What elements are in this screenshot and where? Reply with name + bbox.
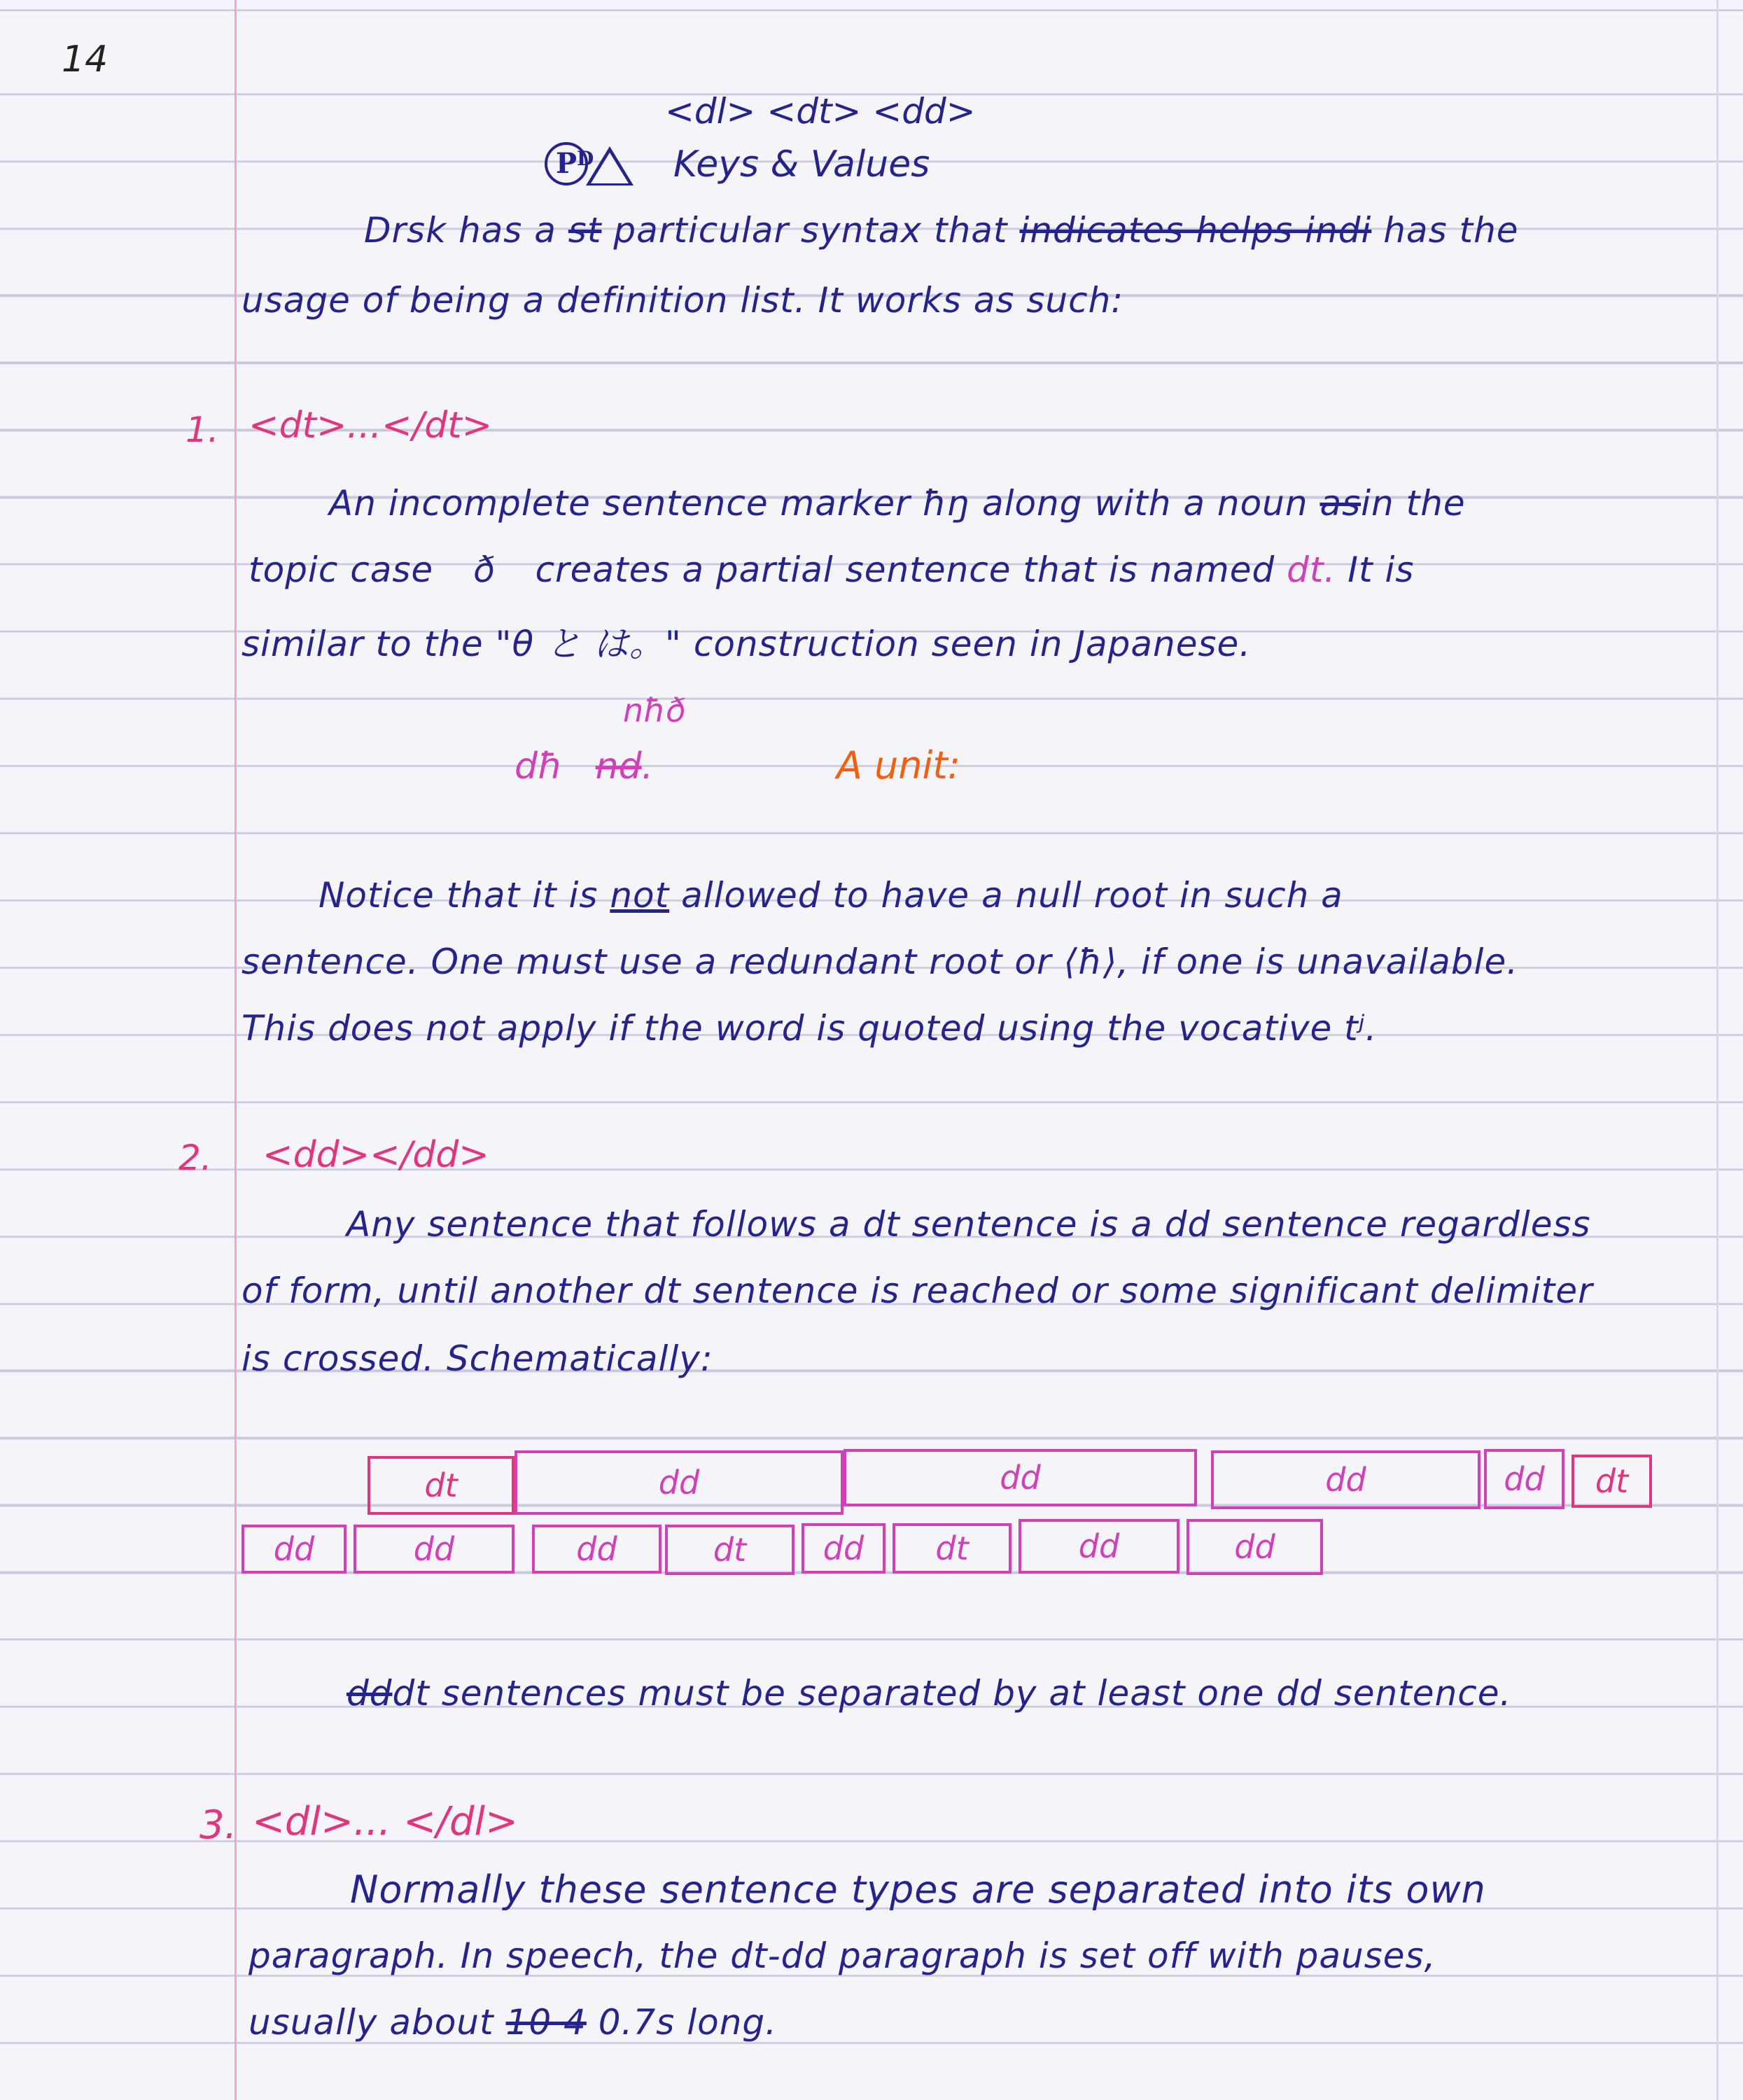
s3-l3-b: 0.7s long. — [598, 2002, 778, 2043]
section-3-line-3 — [248, 2002, 777, 2043]
schematic-box: dd — [1018, 1519, 1180, 1574]
margin-line — [234, 0, 237, 2100]
section-1-tag: <dt>...</dt> — [248, 405, 493, 447]
section-1-line-1 — [329, 483, 1466, 524]
s3-l3-strike: 10 4 — [505, 2002, 587, 2043]
section-1-para2-line-2: sentence. One must use a redundant root or ⟨ħ⟩, if one is unavailable. — [241, 941, 1519, 982]
s1-l2-b: creates a partial sentence that is named — [535, 550, 1275, 590]
s3-l3-a: usually about — [248, 2002, 494, 2043]
intro-line-1 — [364, 210, 1519, 251]
s1-text-a: An incomplete sentence marker — [329, 483, 911, 524]
schematic-box: dd — [532, 1525, 662, 1574]
note-text: dt sentences must be separated by at least one dd sentence. — [392, 1673, 1512, 1714]
section-2-tag: <dd></dd> — [262, 1134, 489, 1176]
s1-l2-c: It is — [1348, 550, 1415, 590]
s1-text-b: along with a noun — [981, 483, 1308, 524]
schematic-box: dd — [1186, 1519, 1323, 1575]
schematic-box: dd — [354, 1525, 514, 1574]
section-3-line-2: paragraph. In speech, the dt-dd paragraph is set off with pauses, — [248, 1935, 1436, 1976]
section-1-para2-line-1 — [318, 875, 1343, 916]
header-title: Keys & Values — [673, 144, 930, 186]
schematic-box: dd — [802, 1523, 886, 1574]
page-edge — [1716, 0, 1718, 2100]
intro-text-a: Drsk has a — [364, 210, 556, 251]
schematic-box: dd — [1484, 1449, 1564, 1509]
intro-line-2: usage of being a definition list. It works as such: — [241, 280, 1124, 321]
p2-a: Notice that it is — [318, 875, 598, 916]
schematic-box: dt — [665, 1525, 794, 1575]
section-2-line-2: of form, until another dt sentence is reached or some significant delimiter — [241, 1270, 1593, 1311]
schematic-box: dd — [514, 1450, 844, 1515]
s1-l2-a: topic case — [248, 550, 434, 590]
s1-text-c: in the — [1361, 483, 1466, 524]
s1-l2-glyph: ð — [473, 550, 496, 590]
section-3-tag: <dl>... </dl> — [252, 1799, 518, 1844]
intro-strike-1: st — [568, 210, 602, 251]
p2-not: not — [610, 875, 670, 916]
schematic-box: dd — [1211, 1450, 1480, 1509]
example-strike: nd — [595, 746, 642, 788]
schematic-box: dt — [368, 1456, 514, 1515]
example-gloss: A unit: — [836, 743, 960, 788]
section-3-line-1: Normally these sentence types are separated into its own — [350, 1868, 1486, 1912]
intro-text-c: has the — [1383, 210, 1519, 251]
section-2-number: 2. — [178, 1138, 212, 1178]
schematic-box: dd — [241, 1525, 346, 1574]
p-badge-icon: P — [545, 142, 588, 186]
section-1-line-3: similar to the "θ と は。" construction seen in Japanese. — [241, 624, 1252, 664]
example-line — [514, 746, 653, 788]
s1-glyph-marker: ħŋ — [922, 483, 971, 524]
schematic-box: dt — [892, 1523, 1011, 1574]
intro-text-b: particular syntax that — [613, 210, 1008, 251]
section-2-note — [346, 1673, 1511, 1714]
section-2-line-1: Any sentence that follows a dt sentence is a dd sentence regardless — [346, 1204, 1591, 1245]
section-1-number: 1. — [186, 410, 219, 450]
s1-strike: as — [1320, 483, 1362, 524]
example-annotation: nħð — [623, 692, 686, 729]
section-1-para2-line-3: This does not apply if the word is quoted using the vocative tʲ. — [241, 1008, 1378, 1049]
section-1-line-2 — [248, 550, 1414, 590]
p2-b: allowed to have a null root in such a — [681, 875, 1343, 916]
header-tags: <dl> <dt> <dd> — [665, 91, 976, 132]
schematic-box: dd — [844, 1449, 1197, 1506]
schematic-box: dt — [1572, 1455, 1652, 1508]
section-3-number: 3. — [200, 1802, 237, 1848]
example-end: . — [641, 746, 654, 788]
note-strike: dd — [346, 1673, 393, 1714]
section-2-line-3: is crossed. Schematically: — [241, 1338, 713, 1379]
s1-l2-dt: dt. — [1287, 550, 1336, 590]
example-dt-word: dħ — [514, 746, 564, 788]
intro-strike-2: indicates helps indi — [1019, 210, 1372, 251]
page-number: 14 — [62, 38, 108, 80]
d-badge-letter: D — [577, 147, 594, 170]
